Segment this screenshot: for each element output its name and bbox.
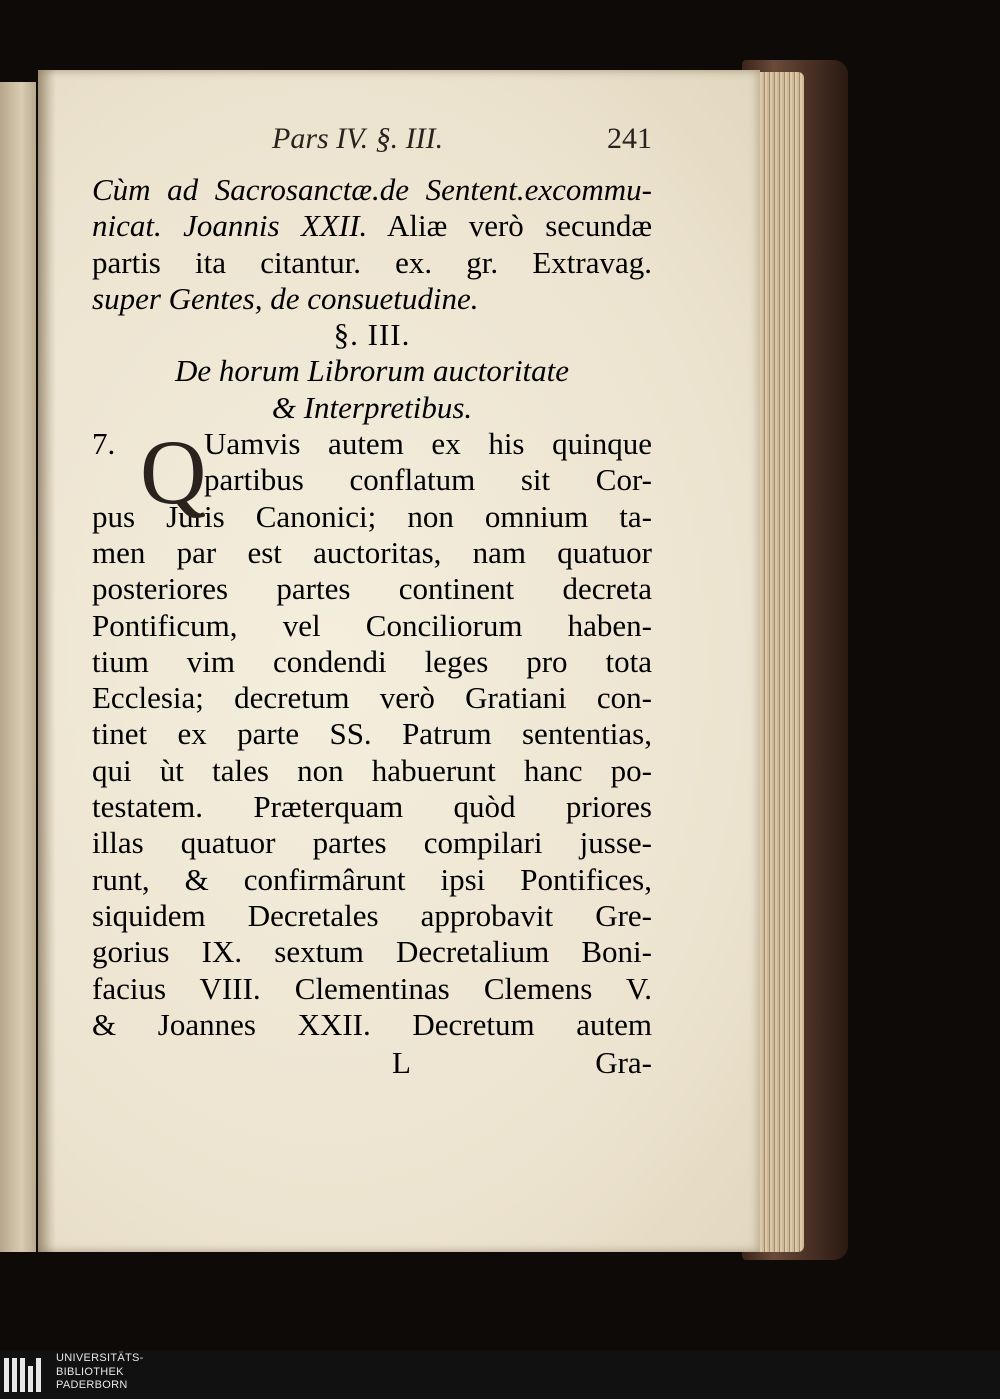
logo-line: PADERBORN: [56, 1379, 128, 1391]
text-line: testatem. Præterquam quòd priores: [92, 789, 652, 825]
text-line: Cùm ad Sacrosanctæ.de Sentent.excommu-: [92, 172, 652, 207]
text-line: Uamvis autem ex his quinque: [204, 426, 652, 462]
text-line: pus Juris Canonici; non omnium ta-: [92, 498, 652, 534]
text-line: facius VIII. Clementinas Clemens V.: [92, 970, 652, 1006]
section-subtitle: & Interpretibus.: [271, 389, 473, 425]
page-text: [92, 172, 652, 1083]
text-line: men par est auctoritas, nam quatuor: [92, 534, 652, 570]
section-subtitle: De horum Librorum auctoritate: [174, 353, 570, 389]
catchword: Gra-: [595, 1045, 652, 1081]
library-bars-icon: [4, 1354, 50, 1396]
text-line: runt, & confirmârunt ipsi Pontifices,: [92, 861, 652, 897]
paragraph-number: 7.: [92, 426, 116, 462]
drop-cap: Q: [140, 421, 207, 524]
page-foot: [92, 1043, 652, 1083]
running-title: Pars IV. §. III.: [272, 122, 444, 155]
text-line: partibus conflatum sit Cor-: [204, 462, 652, 498]
facing-page-edge: [0, 82, 36, 1252]
text-line: siquidem Decretales approbavit Gre-: [92, 897, 652, 933]
section-heading: §. III.: [333, 317, 411, 353]
paragraph-7: [92, 421, 652, 1043]
book-page: [38, 70, 760, 1252]
text-line: Pontificum, vel Conciliorum haben-: [92, 607, 652, 643]
text-line: qui ùt tales non habuerunt hanc po-: [92, 752, 652, 788]
text-line: illas quatuor partes compilari jusse-: [92, 825, 652, 861]
text-line: posteriores partes continent decreta: [92, 571, 652, 607]
text-line: tium vim condendi leges pro tota: [92, 643, 652, 679]
text-fragment: nicat. Joannis XXII.: [92, 208, 368, 244]
logo-line: UNIVERSITÄTS-: [56, 1352, 144, 1364]
text-line: super Gentes, de consuetudine.: [92, 280, 479, 316]
text-line: gorius IX. sextum Decretalium Boni-: [92, 934, 652, 970]
text-line: Ecclesia; decretum verò Gratiani con-: [92, 680, 652, 716]
text-line: partis ita citantur. ex. gr. Extravag.: [92, 244, 652, 280]
gutter-shadow: [38, 70, 56, 1252]
text-line: tinet ex parte SS. Patrum sententias,: [92, 716, 652, 752]
signature-mark: L: [392, 1045, 411, 1081]
running-head: [92, 122, 652, 162]
logo-line: BIBLIOTHEK: [56, 1365, 124, 1378]
page-number: 241: [607, 122, 652, 155]
library-footer: [0, 1350, 1000, 1399]
text-line: & Joannes XXII. Decretum autem: [92, 1006, 652, 1042]
text-line: [92, 208, 652, 244]
library-logo-text: [56, 1352, 144, 1393]
text-fragment: Aliæ verò secundæ: [387, 208, 652, 244]
